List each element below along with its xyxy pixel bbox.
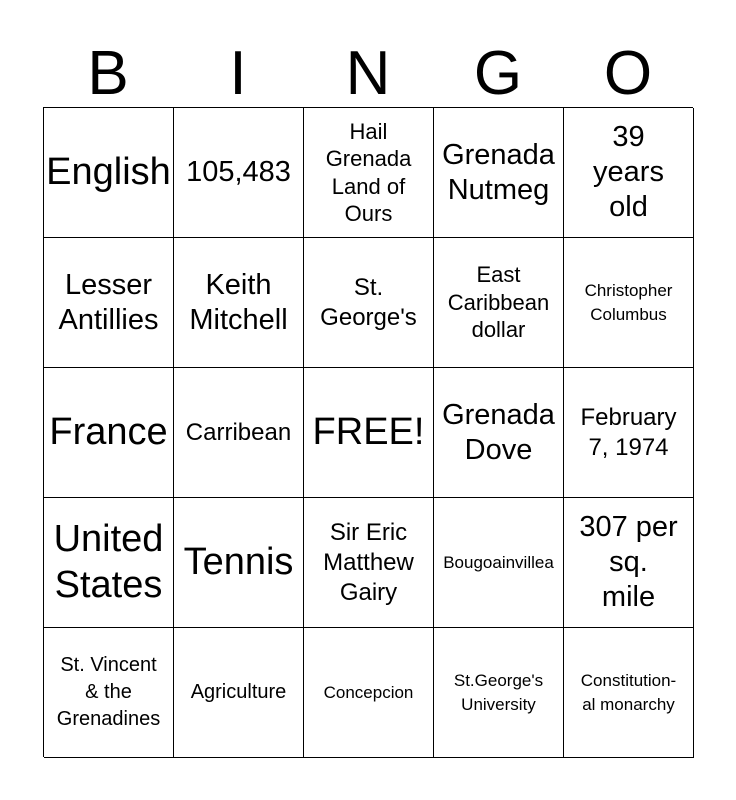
bingo-cell: Constitution- al monarchy	[564, 628, 694, 758]
bingo-cell: France	[44, 368, 174, 498]
header-letter-g: G	[473, 39, 523, 108]
bingo-header	[43, 40, 693, 108]
bingo-cell: English	[44, 108, 174, 238]
header-letter-b: B	[87, 39, 129, 108]
bingo-cell: February 7, 1974	[564, 368, 694, 498]
bingo-cell: East Caribbean dollar	[434, 238, 564, 368]
bingo-cell: United States	[44, 498, 174, 628]
header-letter-n: N	[345, 39, 391, 108]
bingo-cell: Bougoainvillea	[434, 498, 564, 628]
bingo-cell: 105,483	[174, 108, 304, 238]
header-letter-i: I	[229, 39, 247, 108]
bingo-cell: Grenada Nutmeg	[434, 108, 564, 238]
bingo-cell: Grenada Dove	[434, 368, 564, 498]
bingo-cell: 39 years old	[564, 108, 694, 238]
bingo-cell: Sir Eric Matthew Gairy	[304, 498, 434, 628]
bingo-cell: 307 per sq. mile	[564, 498, 694, 628]
bingo-cell: St.George's University	[434, 628, 564, 758]
bingo-cell: St. Vincent & the Grenadines	[44, 628, 174, 758]
bingo-cell: Lesser Antillies	[44, 238, 174, 368]
bingo-cell: Keith Mitchell	[174, 238, 304, 368]
bingo-cell: Tennis	[174, 498, 304, 628]
bingo-board	[43, 107, 693, 757]
bingo-cell free-space: FREE!	[304, 368, 434, 498]
bingo-cell: Concepcion	[304, 628, 434, 758]
bingo-cell: Hail Grenada Land of Ours	[304, 108, 434, 238]
bingo-cell: Agriculture	[174, 628, 304, 758]
header-letter-o: O	[603, 39, 653, 108]
bingo-cell: Carribean	[174, 368, 304, 498]
bingo-cell: Christopher Columbus	[564, 238, 694, 368]
bingo-cell: St. George's	[304, 238, 434, 368]
